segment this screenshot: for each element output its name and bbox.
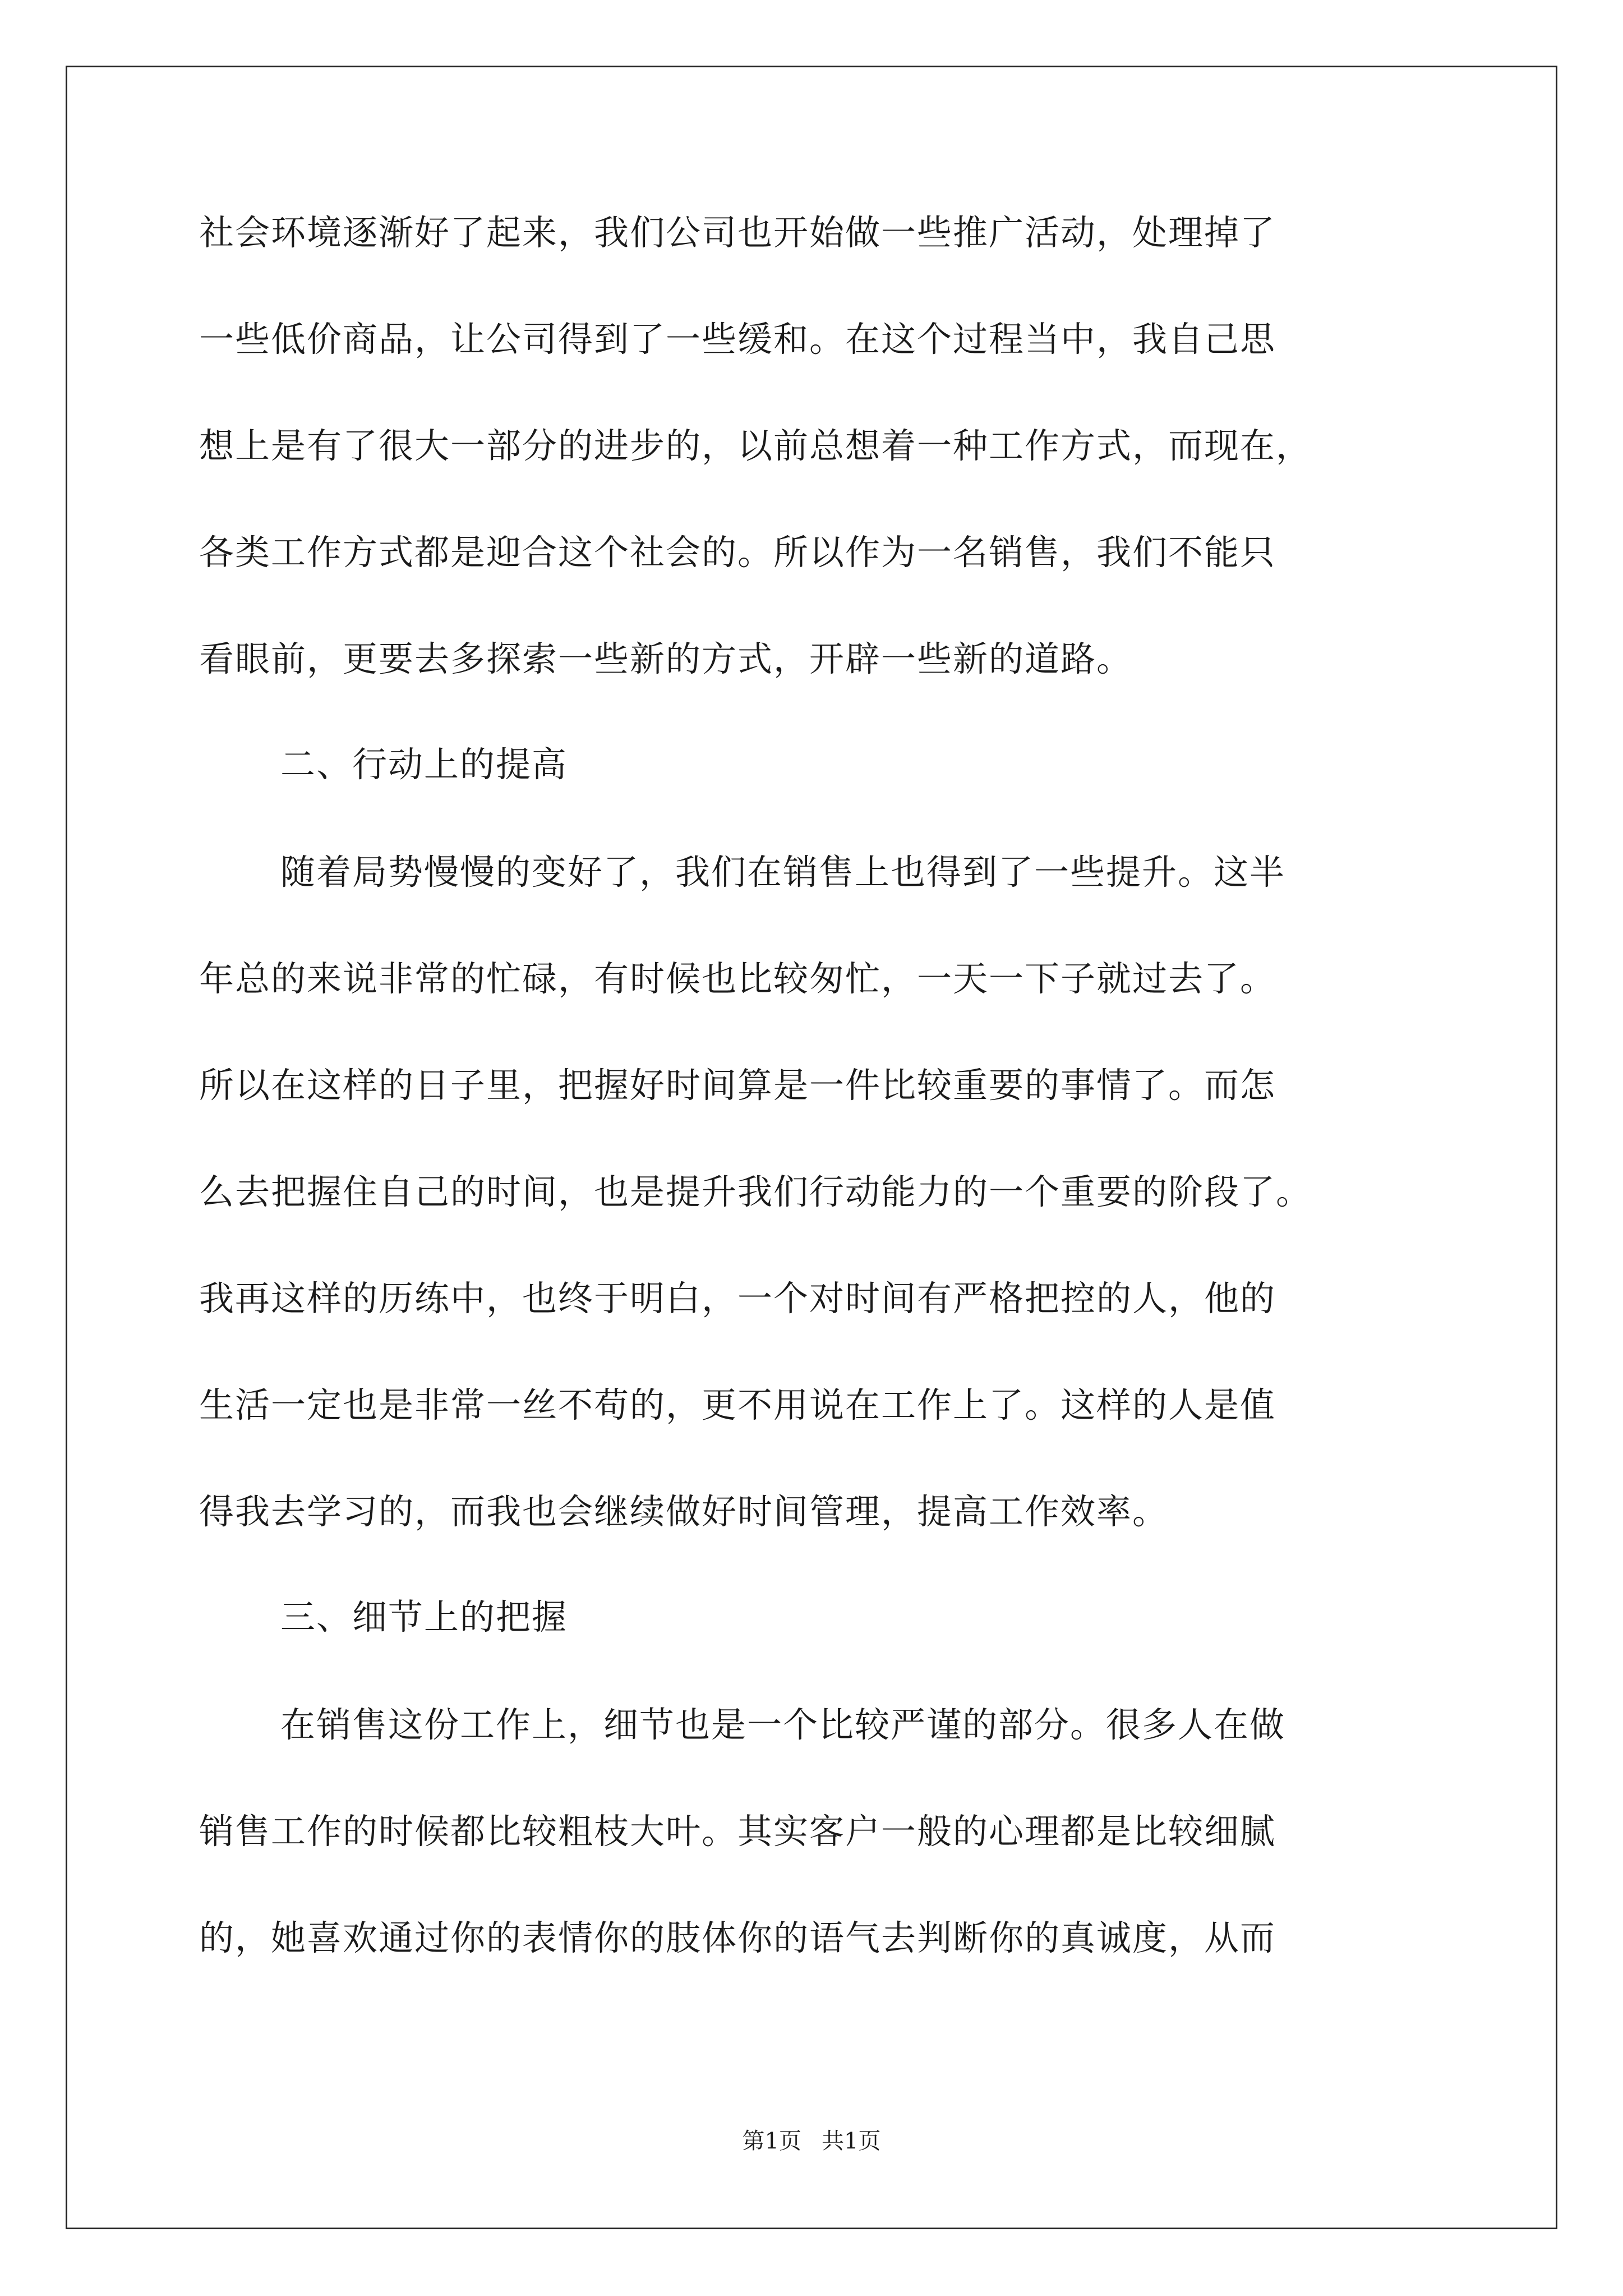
text-line: 一些低价商品，让公司得到了一些缓和。在这个过程当中，我自己思 xyxy=(199,319,1276,360)
text-line: 的，她喜欢通过你的表情你的肢体你的语气去判断你的真诚度，从而 xyxy=(199,1917,1276,1958)
text-line: 在销售这份工作上，细节也是一个比较严谨的部分。很多人在做 xyxy=(280,1704,1286,1745)
text-line: 各类工作方式都是迎合这个社会的。所以作为一名销售，我们不能只 xyxy=(199,532,1276,573)
text-line: 看眼前，更要去多探索一些新的方式，开辟一些新的道路。 xyxy=(199,638,1133,679)
section-heading: 三、细节上的把握 xyxy=(280,1596,568,1637)
text-line: 生活一定也是非常一丝不苟的，更不用说在工作上了。这样的人是值 xyxy=(199,1384,1276,1425)
page-total: 共1页 xyxy=(822,2128,881,2154)
text-line: 社会环境逐渐好了起来，我们公司也开始做一些推广活动，处理掉了 xyxy=(199,212,1276,253)
text-line: 销售工作的时候都比较粗枝大叶。其实客户一般的心理都是比较细腻 xyxy=(199,1811,1276,1852)
page-footer xyxy=(0,2127,1623,2155)
page-border xyxy=(66,66,1557,2229)
text-line: 么去把握住自己的时间，也是提升我们行动能力的一个重要的阶段了。 xyxy=(199,1171,1312,1212)
text-line: 我再这样的历练中，也终于明白，一个对时间有严格把控的人，他的 xyxy=(199,1278,1276,1319)
text-line: 随着局势慢慢的变好了，我们在销售上也得到了一些提升。这半 xyxy=(280,852,1286,892)
text-line: 所以在这样的日子里，把握好时间算是一件比较重要的事情了。而怎 xyxy=(199,1065,1276,1106)
section-heading: 二、行动上的提高 xyxy=(280,744,568,785)
text-line: 想上是有了很大一部分的进步的，以前总想着一种工作方式，而现在， xyxy=(199,425,1312,466)
page-number: 第1页 xyxy=(742,2128,801,2154)
text-line: 年总的来说非常的忙碌，有时候也比较匆忙，一天一下子就过去了。 xyxy=(199,958,1276,999)
text-line: 得我去学习的，而我也会继续做好时间管理，提高工作效率。 xyxy=(199,1491,1169,1532)
